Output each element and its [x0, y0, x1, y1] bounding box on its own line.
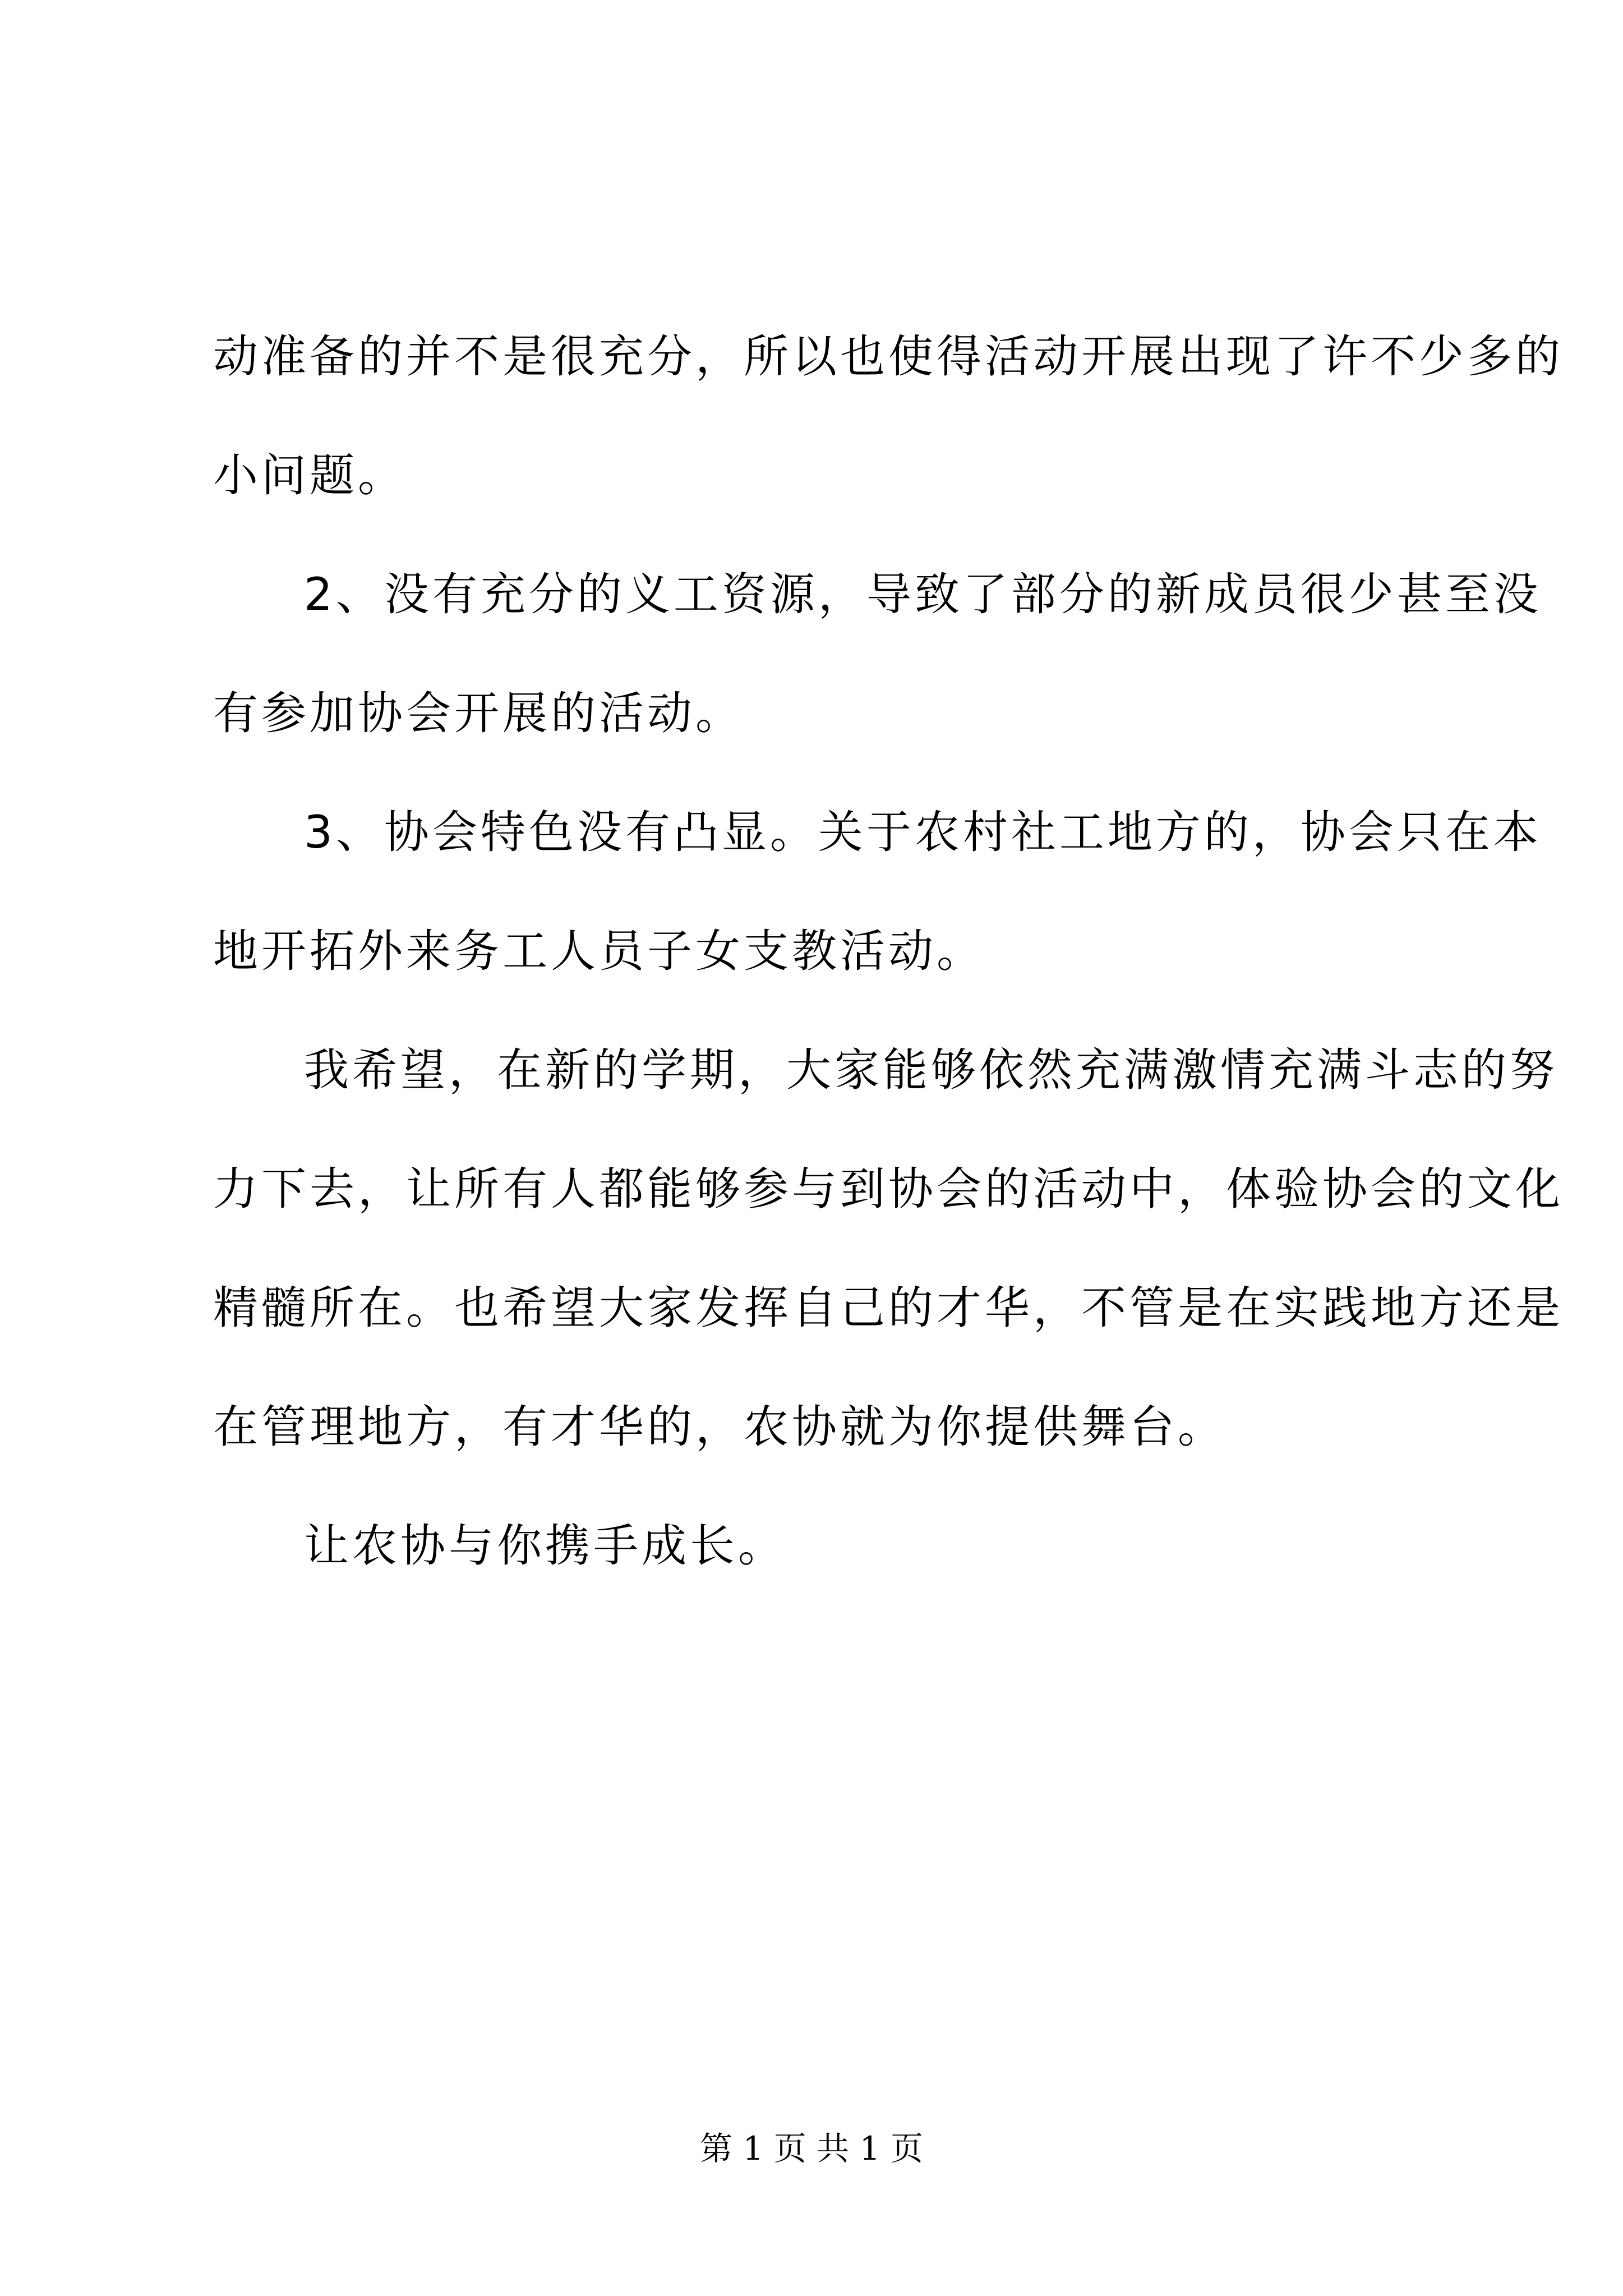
paragraph-line: 让农协与你携手成长。	[304, 1520, 786, 1572]
document-body	[213, 297, 1564, 1605]
paragraph-line: 有参加协会开展的活动。	[213, 687, 744, 739]
paragraph-line: 小问题。	[213, 449, 406, 501]
paragraph-line: 地开拓外来务工人员子女支教活动。	[213, 925, 985, 977]
paragraph-line: 力下去，让所有人都能够参与到协会的活动中，体验协会的文化	[213, 1163, 1564, 1215]
paragraph-line: 3、协会特色没有凸显。关于农村社工地方的，协会只在本	[304, 806, 1542, 858]
paragraph-line: 我希望，在新的学期，大家能够依然充满激情充满斗志的努	[304, 1044, 1558, 1096]
paragraph-line: 在管理地方，有才华的，农协就为你提供舞台。	[213, 1401, 1226, 1453]
paragraph-line: 精髓所在。也希望大家发挥自己的才华，不管是在实践地方还是	[213, 1282, 1564, 1334]
page-number-footer: 第 1 页 共 1 页	[700, 2129, 923, 2168]
paragraph-line: 2、没有充分的义工资源，导致了部分的新成员很少甚至没	[304, 568, 1542, 620]
paragraph-line: 动准备的并不是很充分，所以也使得活动开展出现了许不少多的	[213, 330, 1564, 383]
